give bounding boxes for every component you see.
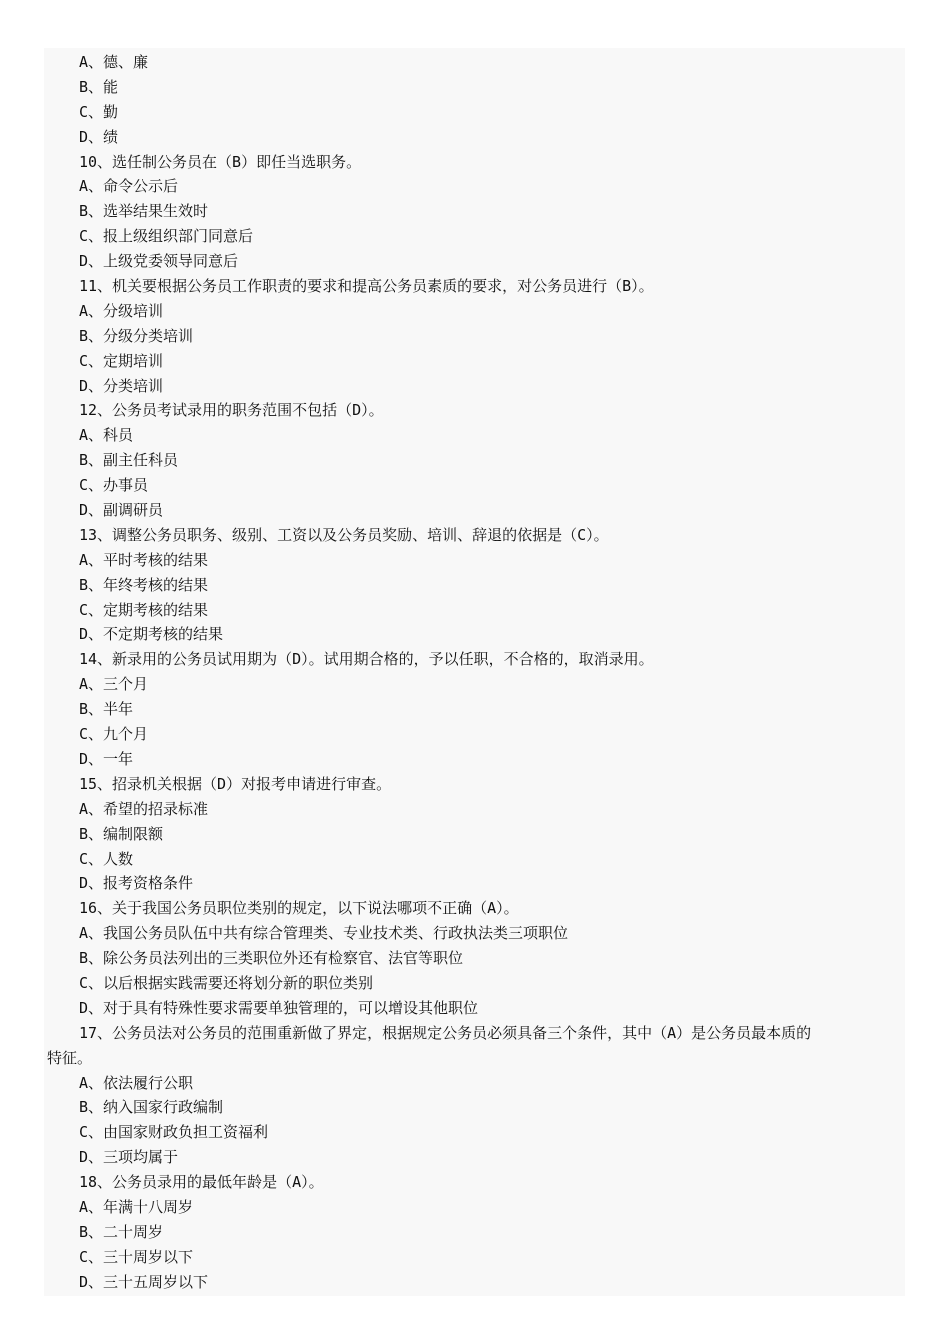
- question-text: [44, 1021, 905, 1071]
- document-page: [44, 48, 905, 1296]
- question-text: 13、调整公务员职务、级别、工资以及公务员奖励、培训、辞退的依据是（C）。: [79, 525, 609, 544]
- answer-option: B、除公务员法列出的三类职位外还有检察官、法官等职位: [79, 949, 464, 968]
- question-list: [44, 50, 905, 1295]
- question-text-continuation: 特征。: [47, 1048, 93, 1067]
- answer-option: B、纳入国家行政编制: [79, 1098, 224, 1117]
- question-text: 14、新录用的公务员试用期为（D）。试用期合格的，予以任职，不合格的，取消录用。: [79, 650, 654, 669]
- answer-option: D、副调研员: [79, 501, 164, 520]
- answer-option: B、分级分类培训: [79, 326, 194, 345]
- answer-option: A、科员: [79, 426, 134, 445]
- answer-option: D、绩: [79, 127, 119, 146]
- answer-option: B、年终考核的结果: [79, 575, 209, 594]
- answer-option: D、三项均属于: [79, 1148, 179, 1167]
- answer-option: C、定期培训: [79, 351, 164, 370]
- answer-option: D、三十五周岁以下: [79, 1272, 209, 1291]
- answer-option: A、年满十八周岁: [79, 1198, 194, 1216]
- answer-option: D、上级党委领导同意后: [79, 252, 239, 271]
- answer-option: B、能: [79, 77, 119, 96]
- answer-option: D、分类培训: [79, 376, 164, 395]
- answer-option: B、半年: [79, 700, 134, 719]
- answer-option: C、由国家财政负担工资福利: [79, 1123, 269, 1142]
- answer-option: D、报考资格条件: [79, 874, 194, 893]
- answer-option: B、副主任科员: [79, 451, 179, 470]
- answer-option: A、德、廉: [79, 53, 149, 71]
- answer-option: C、报上级组织部门同意后: [79, 227, 254, 246]
- answer-option: C、定期考核的结果: [79, 600, 209, 619]
- answer-option: C、办事员: [79, 476, 149, 495]
- answer-option: D、一年: [79, 749, 134, 768]
- question-text: 16、关于我国公务员职位类别的规定，以下说法哪项不正确（A）。: [79, 899, 519, 918]
- question-text: 11、机关要根据公务员工作职责的要求和提高公务员素质的要求，对公务员进行（B）。: [79, 277, 654, 296]
- answer-option: C、人数: [79, 849, 134, 868]
- answer-option: A、希望的招录标准: [79, 799, 209, 818]
- answer-option: B、选举结果生效时: [79, 202, 209, 221]
- answer-option: B、二十周岁: [79, 1222, 164, 1241]
- answer-option: A、平时考核的结果: [79, 550, 209, 569]
- answer-option: C、九个月: [79, 725, 149, 744]
- answer-option: C、勤: [79, 102, 119, 121]
- answer-option: A、分级培训: [79, 301, 164, 320]
- answer-option: D、对于具有特殊性要求需要单独管理的，可以增设其他职位: [79, 998, 479, 1017]
- question-text: 10、选任制公务员在（B）即任当选职务。: [79, 152, 362, 171]
- answer-option: A、我国公务员队伍中共有综合管理类、专业技术类、行政执法类三项职位: [79, 924, 569, 943]
- answer-option: C、以后根据实践需要还将划分新的职位类别: [79, 973, 374, 992]
- question-text-line: 17、公务员法对公务员的范围重新做了界定，根据规定公务员必须具备三个条件，其中（A）是公务员最本质的: [79, 1023, 812, 1042]
- question-text: 12、公务员考试录用的职务范围不包括（D）。: [79, 401, 384, 420]
- answer-option: A、三个月: [79, 675, 149, 694]
- answer-option: B、编制限额: [79, 824, 164, 843]
- answer-option: D、不定期考核的结果: [79, 625, 224, 644]
- answer-option: A、命令公示后: [79, 177, 179, 196]
- question-text: 18、公务员录用的最低年龄是（A）。: [79, 1173, 324, 1192]
- answer-option: C、三十周岁以下: [79, 1247, 194, 1266]
- question-text: 15、招录机关根据（D）对报考申请进行审查。: [79, 774, 392, 793]
- answer-option: A、依法履行公职: [79, 1073, 194, 1092]
